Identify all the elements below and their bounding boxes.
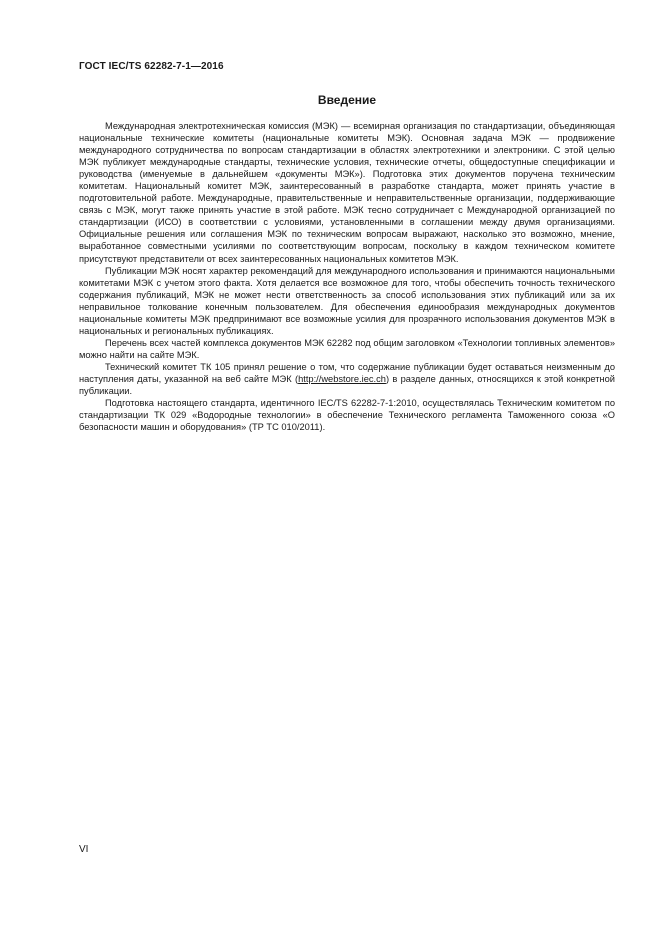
paragraph-text-before-link: Технический комитет ТК 105 принял решение о том, что содержание публикации будет оставаться неизменным до наступления даты, указанной на веб сайте МЭК (: [79, 361, 615, 384]
paragraph-text-after-link: ) в разделе данных, относящихся к этой конкретной публикации.: [79, 373, 616, 397]
section-title: Введение: [317, 93, 377, 107]
paragraph-iec-publications: Публикации МЭК носят характер рекомендаций для международного использования и принимаются национальными комитетами МЭК с учетом этого факта. Хотя делается все возможное для того, чтобы обеспечить точность технического содержания публикаций, МЭК не может нести ответственность за способ использования этих публикаций или за их неправильное толкование конечным пользователем. Для обеспечения единообразия международных документов национальные комитеты МЭК предпринимают все возможные усилия для прозрачного использования документов МЭК в национальных и региональных публикациях.: [79, 265, 615, 336]
paragraph-parts-list: Перечень всех частей комплекса документов МЭК 62282 под общим заголовком «Технологии топливных элементов» можно найти на сайте МЭК.: [79, 337, 615, 360]
paragraph-tc105-decision: [79, 361, 615, 397]
document-body: [79, 120, 615, 433]
document-code-header: ГОСТ IEC/TS 62282-7-1—2016: [79, 61, 224, 72]
paragraph-iec-overview: Международная электротехническая комиссия (МЭК) — всемирная организация по стандартизации, объединяющая национальные технические комитеты (национальные комитеты МЭК). Основная задача МЭК — продвижение международного сотрудничества по вопросам стандартизации в областях электротехники и электроники. С этой целью МЭК публикует международные стандарты, технические условия, технические отчеты, общедоступные спецификации и руководства (именуемые в дальнейшем «документы МЭК»). Подготовка этих документов поручена техническим комитетам. Национальный комитет МЭК, заинтересованный в разработке стандарта, может принять участие в подготовительной работе. Международные, правительственные и неправительственные организации, поддерживающие связь с МЭК, могут также принять участие в этой работе. МЭК тесно сотрудничает с Международной организацией по стандартизации (ИСО) в соответствии с условиями, установленными в соглашении между двумя организациями. Официальные решения или соглашения МЭК по техническим вопросам выражают, насколько это возможно, мнение, выработанное совместными усилиями по соответствующим вопросам, поскольку в каждом техническом комитете присутствуют представители от всех заинтересованных национальных комитетов МЭК.: [79, 121, 615, 264]
paragraph-preparation: Подготовка настоящего стандарта, идентичного IEC/TS 62282-7-1:2010, осуществлялась Техническим комитетом по стандартизации ТК 029 «Водородные технологии» в обеспечение Технического регламента Таможенного союза «О безопасности машин и оборудования» (ТР ТС 010/2011).: [79, 398, 615, 433]
webstore-link[interactable]: http://webstore.iec.ch: [298, 373, 386, 384]
page-number: VI: [79, 844, 89, 855]
